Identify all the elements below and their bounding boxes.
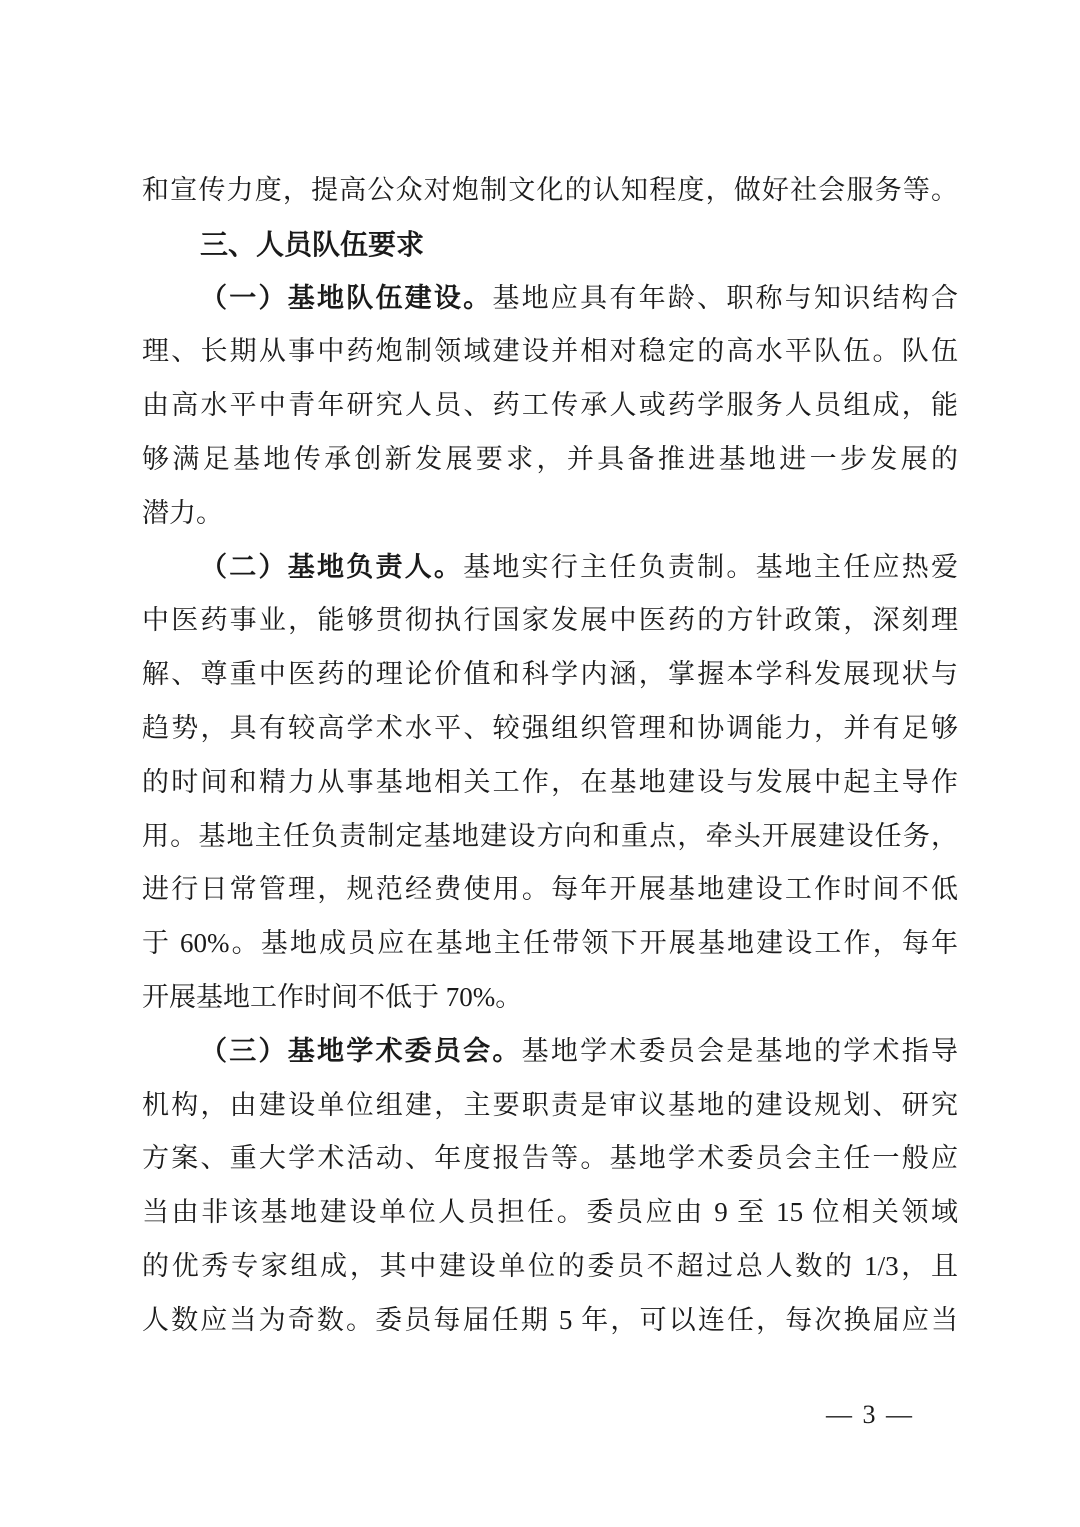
text-line: 的优秀专家组成，其中建设单位的委员不超过总人数的 1/3，且 xyxy=(142,1250,958,1281)
paragraph-lead: （二）基地负责人。 xyxy=(200,551,464,582)
text-line: 用。基地主任负责制定基地建设方向和重点，牵头开展建设任务， xyxy=(142,820,958,851)
text-line: 中医药事业，能够贯彻执行国家发展中医药的方针政策，深刻理 xyxy=(142,605,958,636)
document-body xyxy=(142,164,958,1348)
text-line: 开展基地工作时间不低于 70%。 xyxy=(142,981,523,1012)
line-text: 基地实行主任负责制。基地主任应热爱 xyxy=(463,551,959,582)
paragraph-lead: （一）基地队伍建设。 xyxy=(200,282,493,313)
text-line: 人数应当为奇数。委员每届任期 5 年，可以连任，每次换届应当 xyxy=(142,1304,958,1335)
text-line: 潜力。 xyxy=(142,497,223,528)
line-text: 基地学术委员会是基地的学术指导 xyxy=(521,1035,959,1066)
text-line: 方案、重大学术活动、年度报告等。基地学术委员会主任一般应 xyxy=(142,1143,958,1174)
text-line: 于 60%。基地成员应在基地主任带领下开展基地建设工作，每年 xyxy=(142,928,958,959)
text-line: 进行日常管理，规范经费使用。每年开展基地建设工作时间不低 xyxy=(142,874,958,905)
text-line: 理、长期从事中药炮制领域建设并相对稳定的高水平队伍。队伍 xyxy=(142,336,958,367)
text-line: 由高水平中青年研究人员、药工传承人或药学服务人员组成，能 xyxy=(142,390,958,421)
text-line: 和宣传力度，提高公众对炮制文化的认知程度，做好社会服务等。 xyxy=(142,175,958,205)
text-line: 解、尊重中医药的理论价值和科学内涵，掌握本学科发展现状与 xyxy=(142,659,958,690)
text-line: 的时间和精力从事基地相关工作，在基地建设与发展中起主导作 xyxy=(142,766,958,797)
paragraph-lead: （三）基地学术委员会。 xyxy=(200,1035,522,1066)
text-line xyxy=(142,272,958,326)
line-text: 基地应具有年龄、职称与知识结构合 xyxy=(492,282,959,313)
text-line xyxy=(142,1025,958,1079)
text-line: 当由非该基地建设单位人员担任。委员应由 9 至 15 位相关领域 xyxy=(142,1197,958,1228)
section-heading: 三、人员队伍要求 xyxy=(200,228,425,260)
page-number: — 3 — xyxy=(826,1400,914,1429)
text-line: 机构，由建设单位组建，主要职责是审议基地的建设规划、研究 xyxy=(142,1089,958,1120)
text-line: 趋势，具有较高学术水平、较强组织管理和协调能力，并有足够 xyxy=(142,712,958,743)
text-line: 够满足基地传承创新发展要求，并具备推进基地进一步发展的 xyxy=(142,443,958,474)
text-line xyxy=(142,541,958,595)
